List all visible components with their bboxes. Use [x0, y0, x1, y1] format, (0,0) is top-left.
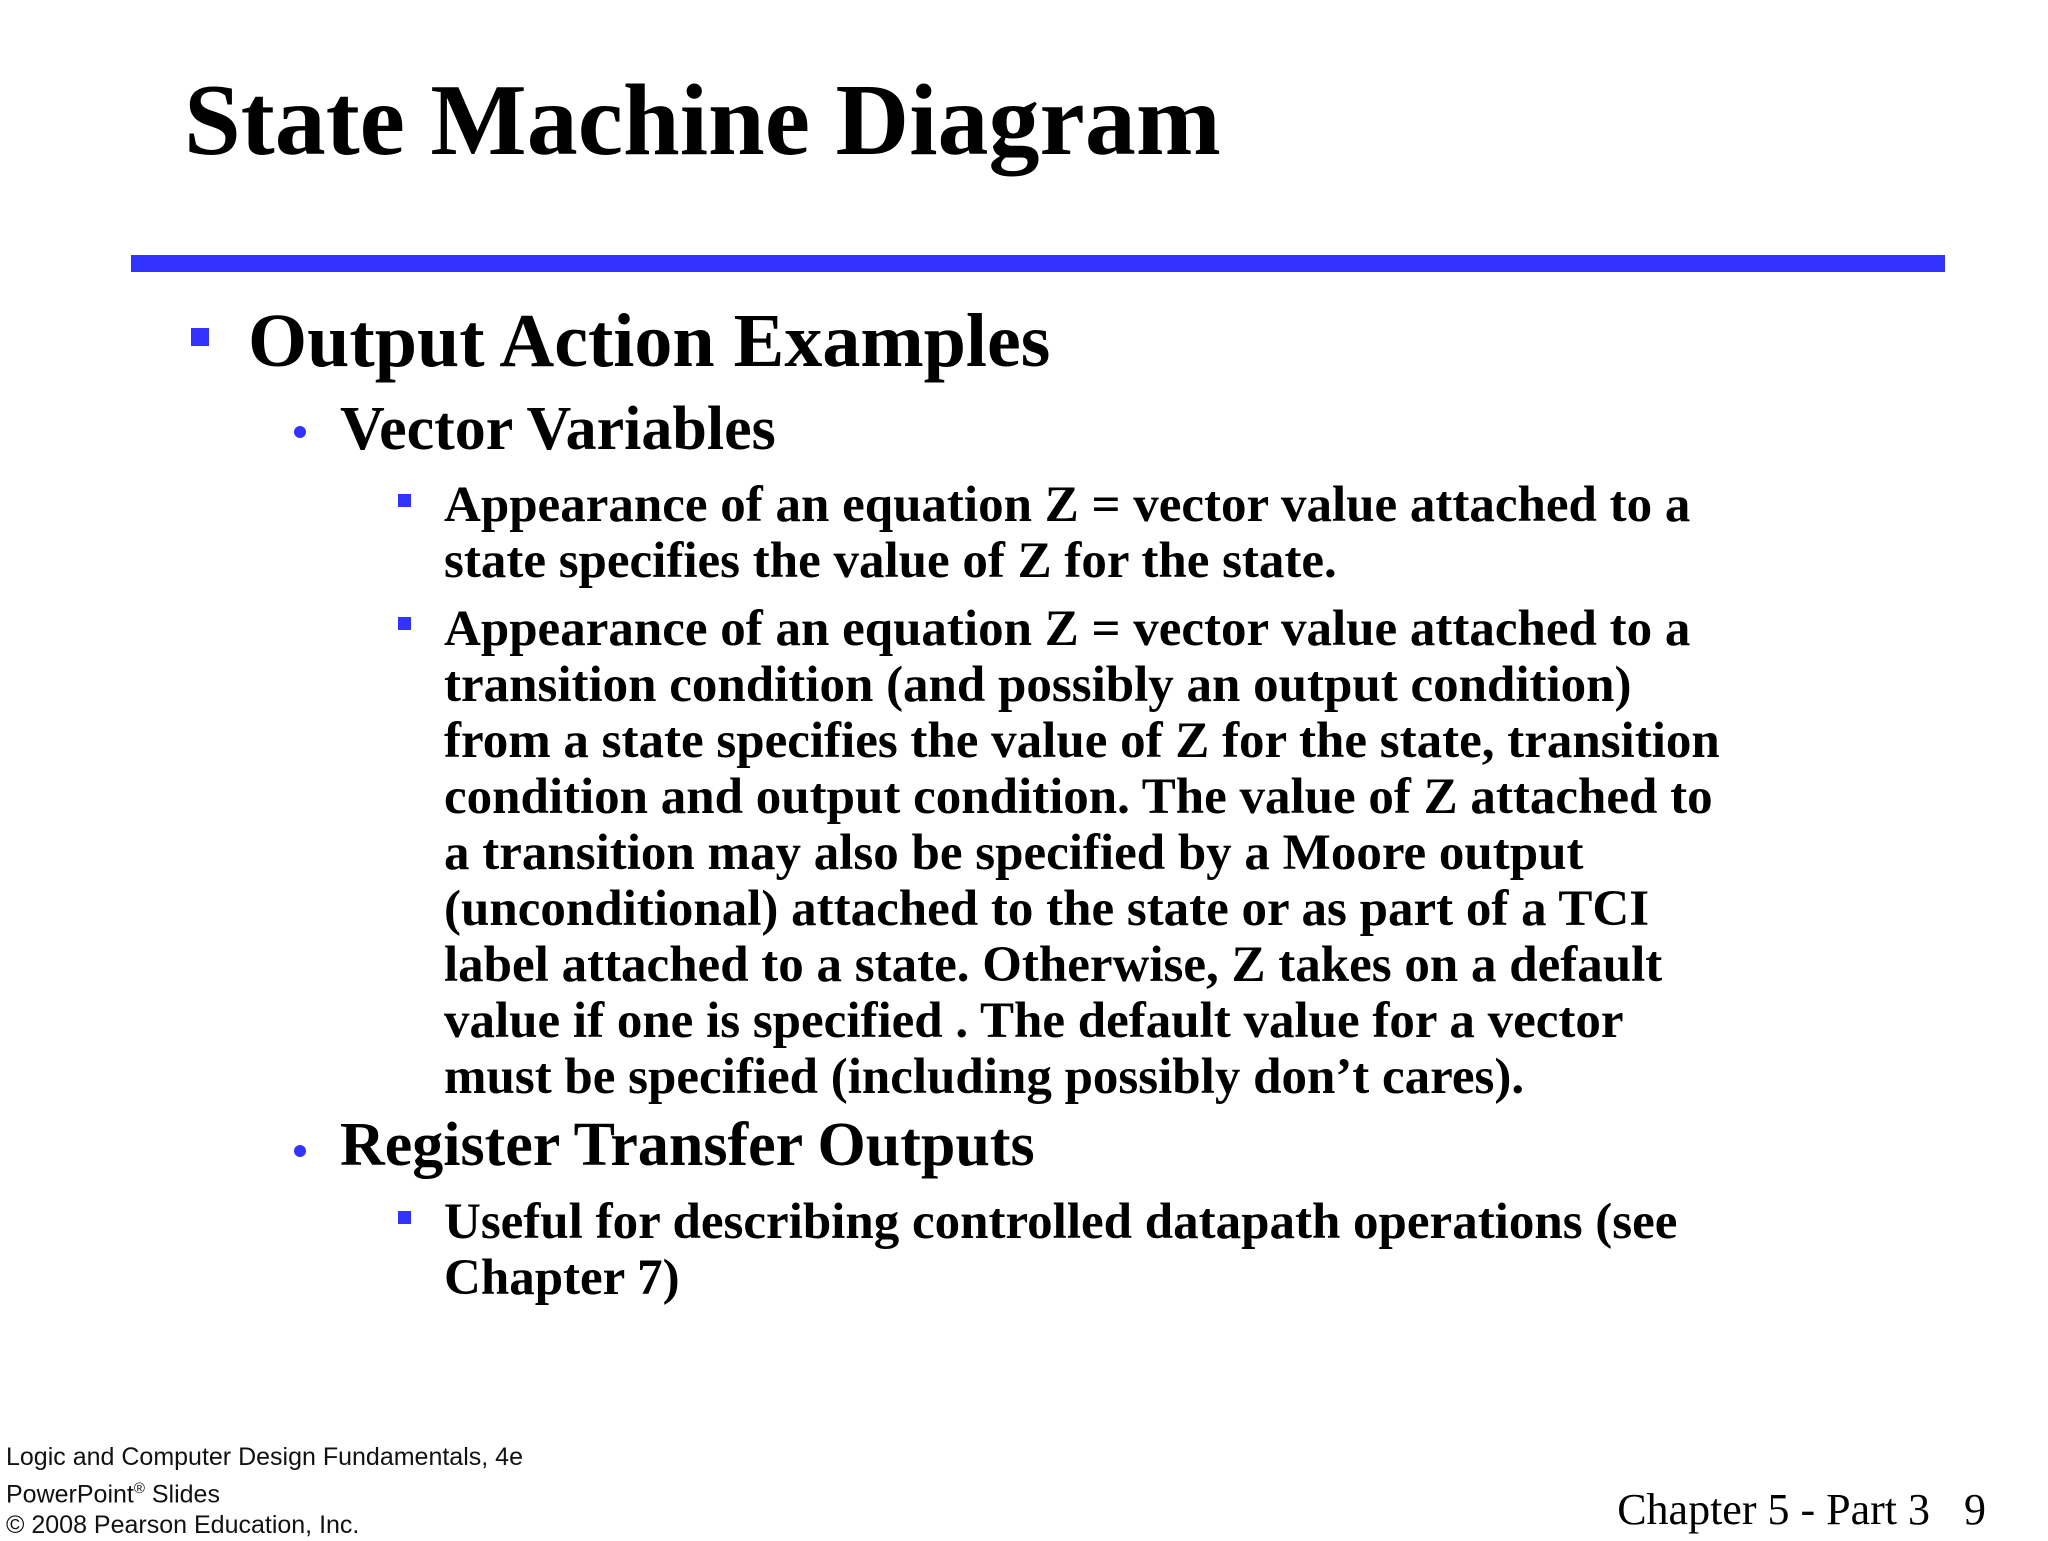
text-line: from a state specifies the value of Z for the state, transition	[444, 713, 1720, 769]
register-bullet-icon	[294, 1145, 306, 1157]
vector-point1-bullet-icon	[398, 494, 411, 507]
register-point1-bullet-icon	[398, 1211, 411, 1224]
text-line: label attached to a state. Otherwise, Z takes on a default	[444, 937, 1663, 993]
level1-heading: Output Action Examples	[248, 299, 1051, 383]
footer-slides: PowerPoint® Slides	[6, 1480, 220, 1509]
vector-bullet-icon	[294, 426, 306, 438]
vector-point2-text	[444, 601, 1924, 1105]
page-number: 9	[1964, 1485, 1986, 1534]
footer-credits	[6, 1442, 523, 1541]
register-heading: Register Transfer Outputs	[340, 1111, 1035, 1179]
text-line: must be specified (including possibly don’t cares).	[444, 1049, 1525, 1105]
text-line: Appearance of an equation Z = vector value attached to a	[444, 477, 1691, 533]
slide-title: State Machine Diagram	[184, 64, 1221, 177]
vector-heading: Vector Variables	[340, 395, 776, 463]
text-line: (unconditional) attached to the state or as part of a TCI	[444, 881, 1650, 937]
chapter-label: Chapter 5 - Part 3	[1617, 1485, 1930, 1534]
text-line: transition condition (and possibly an output condition)	[444, 657, 1632, 713]
footer-chapter	[1617, 1486, 1986, 1534]
vector-point2-bullet-icon	[398, 617, 411, 630]
title-divider	[131, 255, 1945, 272]
text-line: Appearance of an equation Z = vector value attached to a	[444, 601, 1691, 657]
text-line: a transition may also be specified by a Moore output	[444, 825, 1584, 881]
footer-copyright: © 2008 Pearson Education, Inc.	[6, 1511, 360, 1540]
register-point1-text	[444, 1194, 1924, 1306]
text-line: Chapter 7)	[444, 1250, 680, 1306]
level1-bullet-icon	[191, 328, 209, 346]
text-line: state specifies the value of Z for the state.	[444, 533, 1337, 589]
text-line: value if one is specified . The default value for a vector	[444, 993, 1624, 1049]
text-line: condition and output condition. The value of Z attached to	[444, 769, 1713, 825]
text-line: Useful for describing controlled datapath operations (see	[444, 1194, 1678, 1250]
vector-point1-text	[444, 477, 1924, 589]
footer-book-title: Logic and Computer Design Fundamentals, 4e	[6, 1443, 523, 1471]
